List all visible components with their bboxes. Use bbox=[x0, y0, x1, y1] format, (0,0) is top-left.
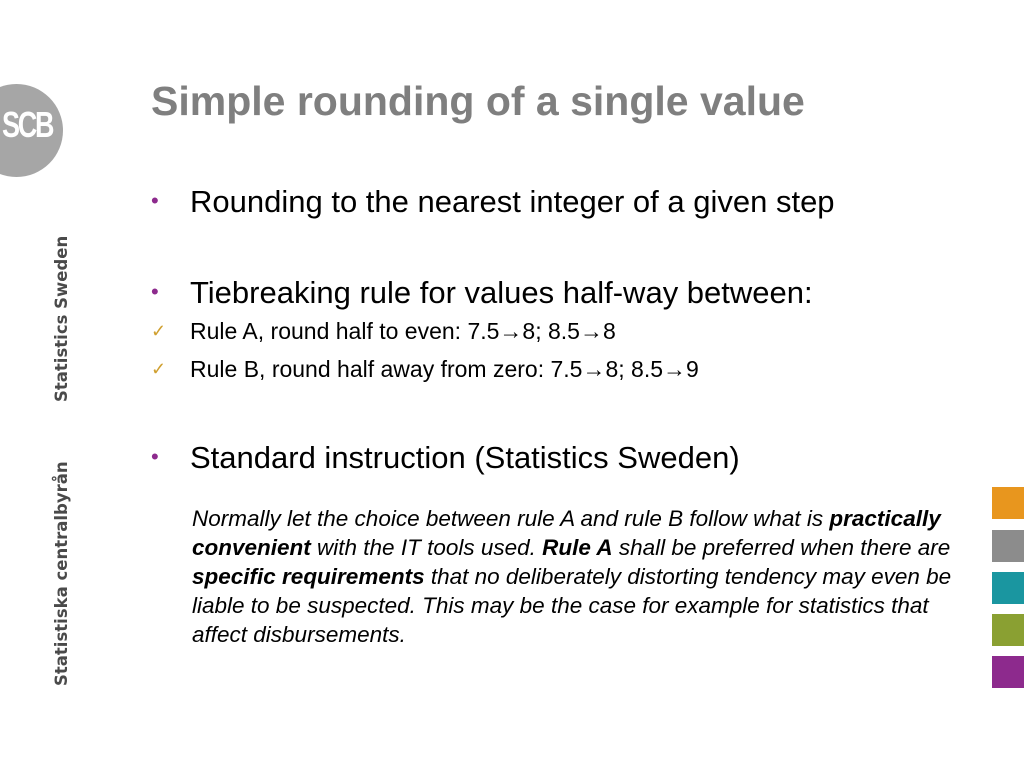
bullet-dot-icon: • bbox=[151, 188, 159, 213]
paragraph-text: Normally let the choice between rule A and rule B follow what is bbox=[192, 506, 830, 531]
org-name-english: Statistics Sweden bbox=[52, 235, 71, 402]
emphasis-text: practically convenient bbox=[192, 506, 941, 560]
sub-bullet-text: Rule A, round half to even: 7.5→8; 8.5→8 bbox=[190, 318, 616, 344]
checkmark-icon: ✓ bbox=[151, 321, 167, 341]
org-name-swedish: Statistiska centralbyrån bbox=[52, 461, 71, 686]
bullet-text: Standard instruction (Statistics Sweden) bbox=[190, 440, 740, 475]
palette-square-teal bbox=[992, 572, 1024, 604]
instruction-paragraph bbox=[192, 504, 972, 649]
emphasis-text: specific requirements bbox=[192, 564, 425, 589]
paragraph-text: that no deliberately distorting tendency may even be liable to be suspected. This may be the case for example for statistics that affect disbursements. bbox=[192, 564, 952, 647]
bullet-dot-icon: • bbox=[151, 279, 159, 304]
bullet-dot-icon: • bbox=[151, 444, 159, 469]
paragraph-text: with the IT tools used. bbox=[310, 535, 543, 560]
slide-title: Simple rounding of a single value bbox=[151, 78, 805, 124]
palette-square-orange bbox=[992, 487, 1024, 519]
palette-square-olive bbox=[992, 614, 1024, 646]
bullet-text: Tiebreaking rule for values half-way between: bbox=[190, 275, 813, 310]
emphasis-text: Rule A bbox=[542, 535, 613, 560]
scb-logo-text: SCB bbox=[2, 104, 53, 145]
paragraph-text: shall be preferred when there are bbox=[612, 535, 951, 560]
palette-square-purple bbox=[992, 656, 1024, 688]
sub-bullet-text: Rule B, round half away from zero: 7.5→8; 8.5→9 bbox=[190, 356, 699, 382]
palette-square-gray bbox=[992, 530, 1024, 562]
bullet-text: Rounding to the nearest integer of a given step bbox=[190, 184, 835, 219]
checkmark-icon: ✓ bbox=[151, 359, 167, 379]
